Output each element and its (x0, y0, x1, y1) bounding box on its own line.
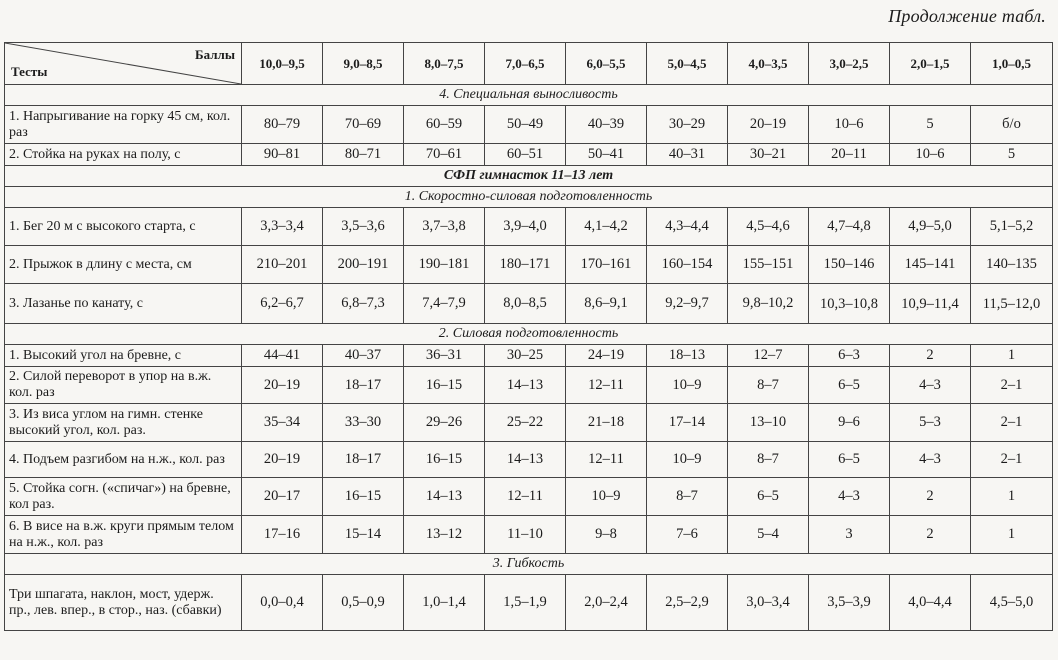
score-value-cell: 4,9–5,0 (890, 208, 971, 246)
section-title: СФП гимнасток 11–13 лет (5, 166, 1053, 187)
score-value-cell: 13–12 (404, 516, 485, 554)
score-value-cell: 30–29 (647, 106, 728, 144)
score-value-cell: 1 (971, 345, 1053, 367)
score-value-cell: 150–146 (809, 246, 890, 284)
score-value-cell: 145–141 (890, 246, 971, 284)
score-value-cell: 3,0–3,4 (728, 575, 809, 631)
column-header: 8,0–7,5 (404, 43, 485, 85)
score-value-cell: 1 (971, 516, 1053, 554)
table-row (5, 208, 1053, 246)
score-value-cell: 30–21 (728, 144, 809, 166)
score-value-cell: 2,5–2,9 (647, 575, 728, 631)
score-value-cell: 70–69 (323, 106, 404, 144)
score-value-cell: 2–1 (971, 367, 1053, 404)
score-value-cell: 10–9 (647, 442, 728, 478)
score-value-cell: 0,5–0,9 (323, 575, 404, 631)
score-value-cell: 1 (971, 478, 1053, 516)
score-value-cell: 2–1 (971, 404, 1053, 442)
column-header: 5,0–4,5 (647, 43, 728, 85)
score-value-cell: 50–49 (485, 106, 566, 144)
score-value-cell: 20–19 (242, 442, 323, 478)
score-value-cell: 3,9–4,0 (485, 208, 566, 246)
score-value-cell: 9–6 (809, 404, 890, 442)
score-value-cell: 6–5 (728, 478, 809, 516)
score-value-cell: 9,2–9,7 (647, 284, 728, 324)
column-header: 3,0–2,5 (809, 43, 890, 85)
score-value-cell: 2–1 (971, 442, 1053, 478)
score-value-cell: 3,7–3,8 (404, 208, 485, 246)
table-row (5, 442, 1053, 478)
score-value-cell: 4,3–4,4 (647, 208, 728, 246)
score-value-cell: 3,3–3,4 (242, 208, 323, 246)
score-value-cell: 17–16 (242, 516, 323, 554)
score-value-cell: 4–3 (809, 478, 890, 516)
score-value-cell: 4,5–5,0 (971, 575, 1053, 631)
column-header: 4,0–3,5 (728, 43, 809, 85)
score-value-cell: 3 (809, 516, 890, 554)
score-value-cell: 14–13 (404, 478, 485, 516)
score-value-cell: 10,9–11,4 (890, 284, 971, 324)
score-value-cell: 18–13 (647, 345, 728, 367)
test-name-cell: 3. Из виса углом на гимн. стенке высокий угол, кол. раз. (5, 404, 242, 442)
score-value-cell: 5 (890, 106, 971, 144)
score-value-cell: 200–191 (323, 246, 404, 284)
score-value-cell: 10–6 (890, 144, 971, 166)
score-value-cell: 10–9 (566, 478, 647, 516)
score-value-cell: 12–11 (485, 478, 566, 516)
score-value-cell: 13–10 (728, 404, 809, 442)
score-value-cell: 17–14 (647, 404, 728, 442)
score-value-cell: 20–19 (728, 106, 809, 144)
score-value-cell: 8–7 (647, 478, 728, 516)
score-value-cell: 6–3 (809, 345, 890, 367)
score-value-cell: 40–37 (323, 345, 404, 367)
score-value-cell: 11,5–12,0 (971, 284, 1053, 324)
score-value-cell: 6,8–7,3 (323, 284, 404, 324)
test-name-cell: 2. Стойка на руках на полу, с (5, 144, 242, 166)
score-value-cell: 16–15 (323, 478, 404, 516)
score-value-cell: 50–41 (566, 144, 647, 166)
score-value-cell: 21–18 (566, 404, 647, 442)
score-value-cell: 4,0–4,4 (890, 575, 971, 631)
section-row (5, 187, 1053, 208)
score-value-cell: 3,5–3,6 (323, 208, 404, 246)
score-value-cell: 5 (971, 144, 1053, 166)
score-value-cell: 18–17 (323, 367, 404, 404)
test-name-cell: 1. Высокий угол на бревне, с (5, 345, 242, 367)
table-row (5, 345, 1053, 367)
test-name-cell: 4. Подъем разгибом на н.ж., кол. раз (5, 442, 242, 478)
score-value-cell: 11–10 (485, 516, 566, 554)
tests-header-label: Тесты (11, 64, 48, 79)
test-name-cell: 1. Бег 20 м с высокого старта, с (5, 208, 242, 246)
test-name-cell: 5. Стойка согн. («спичаг») на бревне, кол раз. (5, 478, 242, 516)
score-value-cell: 70–61 (404, 144, 485, 166)
header-corner-cell (5, 43, 242, 85)
score-value-cell: 4,7–4,8 (809, 208, 890, 246)
table-row (5, 246, 1053, 284)
score-value-cell: 8,0–8,5 (485, 284, 566, 324)
score-value-cell: 2 (890, 516, 971, 554)
table-row (5, 404, 1053, 442)
column-header: 2,0–1,5 (890, 43, 971, 85)
score-value-cell: 16–15 (404, 367, 485, 404)
score-value-cell: 8,6–9,1 (566, 284, 647, 324)
score-value-cell: 20–17 (242, 478, 323, 516)
test-name-cell: 1. Напрыгивание на горку 45 см, кол. раз (5, 106, 242, 144)
score-value-cell: 10–9 (647, 367, 728, 404)
score-value-cell: 2 (890, 478, 971, 516)
section-title: 1. Скоростно-силовая подготовленность (5, 187, 1053, 208)
points-header-label: Баллы (195, 47, 235, 62)
score-value-cell: 10–6 (809, 106, 890, 144)
score-value-cell: 90–81 (242, 144, 323, 166)
score-value-cell: 140–135 (971, 246, 1053, 284)
column-header: 10,0–9,5 (242, 43, 323, 85)
score-value-cell: 20–19 (242, 367, 323, 404)
section-title: 3. Гибкость (5, 554, 1053, 575)
section-row (5, 166, 1053, 187)
score-value-cell: 6,2–6,7 (242, 284, 323, 324)
table-row (5, 367, 1053, 404)
section-title: 4. Специальная выносливость (5, 85, 1053, 106)
score-value-cell: 5–3 (890, 404, 971, 442)
score-value-cell: 1,0–1,4 (404, 575, 485, 631)
score-value-cell: 35–34 (242, 404, 323, 442)
score-value-cell: 29–26 (404, 404, 485, 442)
score-value-cell: 2,0–2,4 (566, 575, 647, 631)
score-value-cell: 190–181 (404, 246, 485, 284)
score-value-cell: 40–31 (647, 144, 728, 166)
table-row (5, 516, 1053, 554)
score-value-cell: 80–71 (323, 144, 404, 166)
score-value-cell: 9–8 (566, 516, 647, 554)
test-name-cell: 2. Силой переворот в упор на в.ж. кол. раз (5, 367, 242, 404)
score-value-cell: 24–19 (566, 345, 647, 367)
column-header: 7,0–6,5 (485, 43, 566, 85)
score-value-cell: 10,3–10,8 (809, 284, 890, 324)
table-row (5, 106, 1053, 144)
section-row (5, 324, 1053, 345)
score-value-cell: б/о (971, 106, 1053, 144)
test-name-cell: 3. Лазанье по канату, с (5, 284, 242, 324)
score-value-cell: 180–171 (485, 246, 566, 284)
norms-table (4, 42, 1053, 631)
score-value-cell: 170–161 (566, 246, 647, 284)
score-value-cell: 6–5 (809, 367, 890, 404)
score-value-cell: 60–59 (404, 106, 485, 144)
score-value-cell: 4–3 (890, 442, 971, 478)
score-value-cell: 8–7 (728, 442, 809, 478)
score-value-cell: 12–7 (728, 345, 809, 367)
score-value-cell: 30–25 (485, 345, 566, 367)
score-value-cell: 14–13 (485, 442, 566, 478)
score-value-cell: 8–7 (728, 367, 809, 404)
column-header: 9,0–8,5 (323, 43, 404, 85)
test-name-cell: 2. Прыжок в длину с места, см (5, 246, 242, 284)
section-row (5, 85, 1053, 106)
score-value-cell: 12–11 (566, 442, 647, 478)
score-value-cell: 9,8–10,2 (728, 284, 809, 324)
score-value-cell: 15–14 (323, 516, 404, 554)
score-value-cell: 5,1–5,2 (971, 208, 1053, 246)
score-value-cell: 2 (890, 345, 971, 367)
score-value-cell: 0,0–0,4 (242, 575, 323, 631)
score-value-cell: 25–22 (485, 404, 566, 442)
table-row (5, 144, 1053, 166)
test-name-cell: Три шпагата, наклон, мост, удерж. пр., лев. впер., в стор., наз. (сбавки) (5, 575, 242, 631)
continuation-caption: Продолжение табл. (888, 6, 1046, 26)
column-header: 6,0–5,5 (566, 43, 647, 85)
test-name-cell: 6. В висе на в.ж. круги прямым телом на н.ж., кол. раз (5, 516, 242, 554)
score-value-cell: 210–201 (242, 246, 323, 284)
score-value-cell: 7,4–7,9 (404, 284, 485, 324)
score-value-cell: 40–39 (566, 106, 647, 144)
score-value-cell: 36–31 (404, 345, 485, 367)
score-value-cell: 16–15 (404, 442, 485, 478)
score-value-cell: 1,5–1,9 (485, 575, 566, 631)
section-title: 2. Силовая подготовленность (5, 324, 1053, 345)
score-value-cell: 155–151 (728, 246, 809, 284)
score-value-cell: 160–154 (647, 246, 728, 284)
table-row (5, 284, 1053, 324)
score-value-cell: 4,5–4,6 (728, 208, 809, 246)
column-header: 1,0–0,5 (971, 43, 1053, 85)
score-value-cell: 18–17 (323, 442, 404, 478)
score-value-cell: 3,5–3,9 (809, 575, 890, 631)
score-value-cell: 20–11 (809, 144, 890, 166)
score-value-cell: 6–5 (809, 442, 890, 478)
score-value-cell: 12–11 (566, 367, 647, 404)
score-value-cell: 7–6 (647, 516, 728, 554)
score-value-cell: 4–3 (890, 367, 971, 404)
section-row (5, 554, 1053, 575)
score-value-cell: 14–13 (485, 367, 566, 404)
table-row (5, 478, 1053, 516)
table-row (5, 575, 1053, 631)
score-value-cell: 80–79 (242, 106, 323, 144)
score-value-cell: 44–41 (242, 345, 323, 367)
score-value-cell: 33–30 (323, 404, 404, 442)
score-value-cell: 4,1–4,2 (566, 208, 647, 246)
score-value-cell: 5–4 (728, 516, 809, 554)
score-value-cell: 60–51 (485, 144, 566, 166)
